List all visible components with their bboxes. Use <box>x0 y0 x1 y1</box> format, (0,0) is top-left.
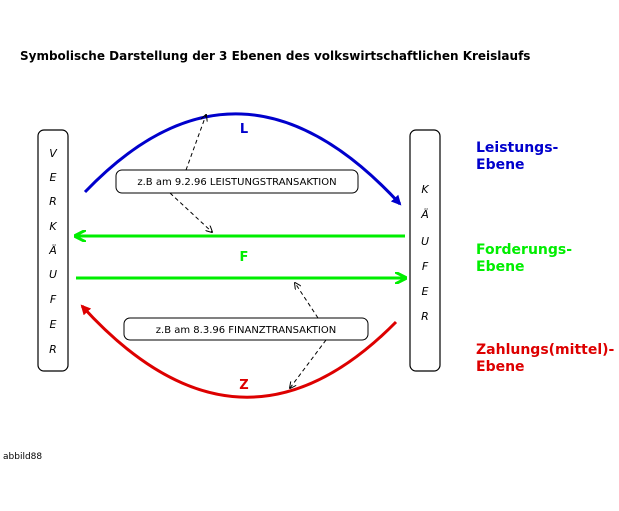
seller-letters <box>48 147 58 356</box>
buyer-box <box>410 130 440 371</box>
payment-flow-label: Z <box>239 378 249 393</box>
seller-letter: U <box>48 268 58 281</box>
pointer-to-payment-arrow <box>290 340 326 388</box>
buyer-letter: E <box>421 285 429 298</box>
seller-letter: V <box>49 147 57 160</box>
buyer-letters <box>420 183 429 323</box>
service-level-line2: Ebene <box>476 157 525 173</box>
service-flow-label: L <box>239 122 249 137</box>
payment-level-line2: Ebene <box>476 359 525 375</box>
claim-flow-label: F <box>239 250 249 265</box>
seller-letter: K <box>49 220 57 233</box>
service-level-line1: Leistungs- <box>476 140 559 156</box>
pointer-to-claim-arrow <box>170 193 212 232</box>
pointer-to-service-arrow <box>186 115 206 170</box>
payment-level-line1: Zahlungs(mittel)- <box>476 342 615 358</box>
pointer-to-claim-arrow-bottom <box>295 283 318 318</box>
figure-id: abbild88 <box>3 452 43 462</box>
claim-level-line2: Ebene <box>476 259 525 275</box>
seller-letter: E <box>49 318 57 331</box>
seller-letter: Ä <box>49 244 57 257</box>
seller-letter: R <box>49 343 57 356</box>
seller-letter: E <box>49 171 57 184</box>
buyer-letter: R <box>421 310 429 323</box>
buyer-letter: U <box>420 235 430 248</box>
level-labels <box>476 140 615 375</box>
buyer-letter: Ä <box>421 208 429 221</box>
seller-letter: R <box>49 195 57 208</box>
claim-level-line1: Forderungs- <box>476 242 573 258</box>
diagram-title: Symbolische Darstellung der 3 Ebenen des volkswirtschaftlichen Kreislaufs <box>20 49 531 63</box>
seller-letter: F <box>49 293 57 306</box>
example-service-text: z.B am 9.2.96 LEISTUNGSTRANSAKTION <box>137 177 337 188</box>
buyer-letter: F <box>421 260 429 273</box>
buyer-letter: K <box>421 183 429 196</box>
example-finance-text: z.B am 8.3.96 FINANZTRANSAKTION <box>155 325 337 336</box>
